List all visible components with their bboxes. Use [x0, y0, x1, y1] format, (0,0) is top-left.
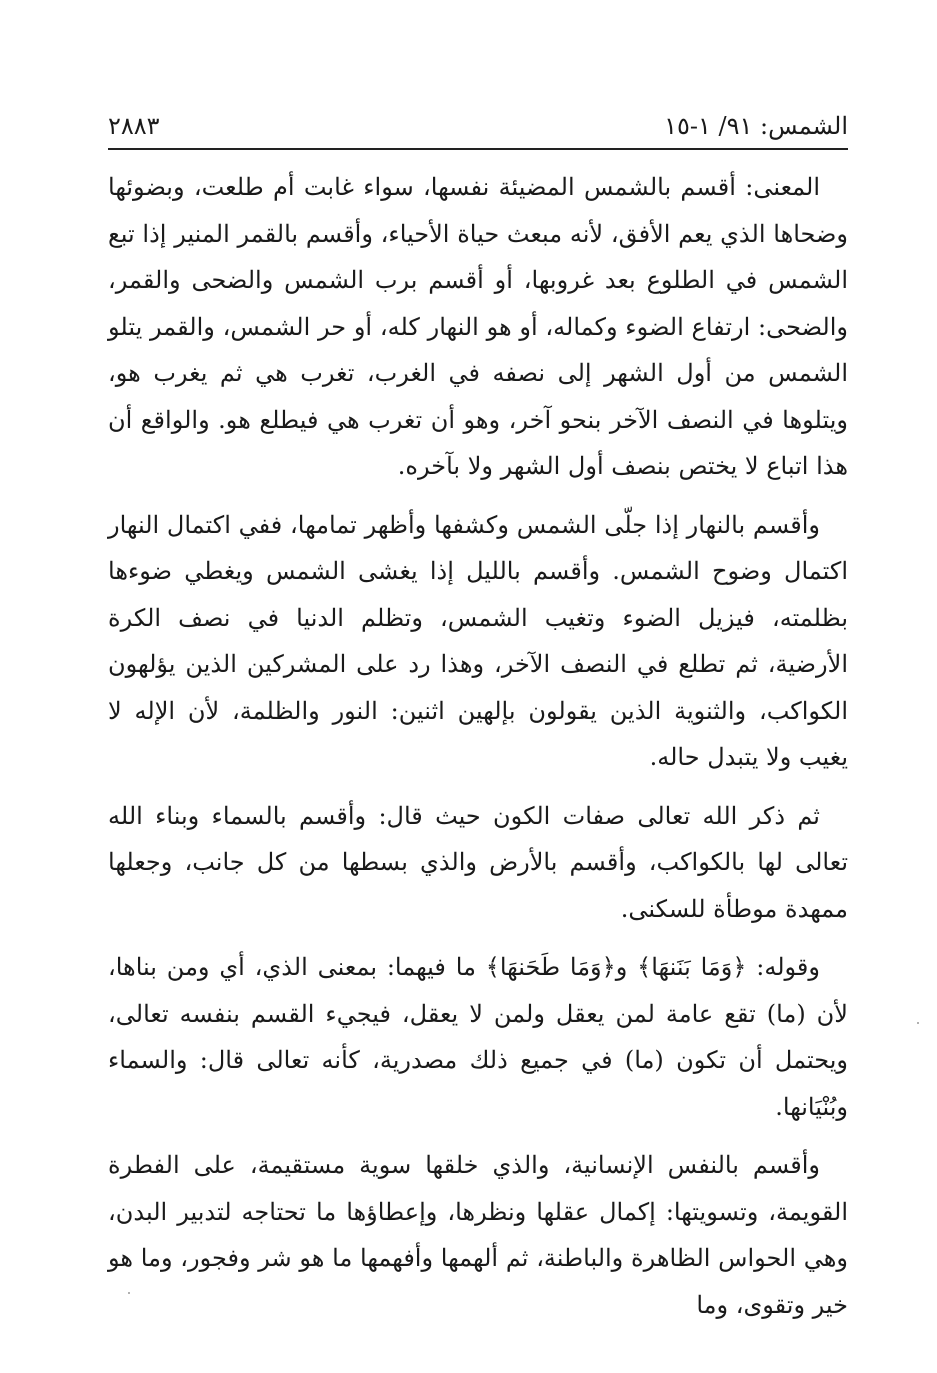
- paragraph-day-night: وأقسم بالنهار إذا جلّى الشمس وكشفها وأظهر تمامها، ففي اكتمال النهار اكتمال وضوح الشمس. وأقسم بالليل إذا يغشى الشمس ويغطي ضوءها بظلمته، فيزيل الضوء وتغيب الشمس، وتظلم الدنيا في نصف الكرة الأرضية، ثم تطلع في النصف الآخر، وهذا رد على المشركين الذين يؤلهون الكواكب، والثنوية الذين يقولون بإلهين اثنين: النور والظلمة، لأن الإله لا يغيب ولا يتبدل حاله.: [108, 510, 848, 771]
- paragraph-soul: وأقسم بالنفس الإنسانية، والذي خلقها سوية مستقيمة، على الفطرة القويمة، وتسويتها: إكمال عقلها ونظرها، وإعطاؤها ما تحتاجه لتدبير البدن، وهي الحواس الظاهرة والباطنة، ثم ألهمها وأفهمها ما هو شر وفجور، وما هو خير وتقوى، وما: [108, 1151, 848, 1319]
- scan-speck: [917, 1022, 919, 1024]
- page-number: ٢٨٨٣: [108, 112, 160, 140]
- surah-reference: الشمس: ٩١/ ١-١٥: [664, 112, 848, 140]
- page-body: [108, 164, 848, 1340]
- paragraph-meaning: المعنى: أقسم بالشمس المضيئة نفسها، سواء غابت أم طلعت، وبضوئها وضحاها الذي يعم الأفق، لأنه مبعث حياة الأحياء، وأقسم بالقمر المنير إذا تبع الشمس في الطلوع بعد غروبها، أو أقسم برب الشمس والضحى والقمر، والضحى: ارتفاع الضوء وكماله، أو هو النهار كله، أو حر الشمس، والقمر يتلو الشمس من أول الشهر إلى نصفه في الغرب، تغرب هي ثم يغرب هو، ويتلوها في النصف الآخر بنحو آخر، وهو أن تغرب هي فيطلع هو. والواقع أن هذا اتباع لا يختص بنصف أول الشهر ولا بآخره.: [108, 173, 849, 480]
- paragraph-grammar: وقوله: ﴿وَمَا بَنَنهَا﴾ و﴿وَمَا طَحَنهَا﴾ ما فيهما: بمعنى الذي، أي ومن بناها، لأن (ما) تقع عامة لمن يعقل ولمن لا يعقل، فيجيء القسم بنفسه تعالى، ويحتمل أن تكون (ما) في جميع ذلك مصدرية، كأنه تعالى قال: والسماء وبُنْيَانها.: [108, 953, 848, 1121]
- header-rule: [108, 148, 848, 150]
- paragraph-universe: ثم ذكر الله تعالى صفات الكون حيث قال: وأقسم بالسماء وبناء الله تعالى لها بالكواكب، وأقسم بالأرض والذي بسطها من كل جانب، وجعلها ممهدة موطأة للسكنى.: [108, 801, 848, 923]
- page-header: [108, 110, 848, 150]
- scan-speck: [128, 1292, 130, 1294]
